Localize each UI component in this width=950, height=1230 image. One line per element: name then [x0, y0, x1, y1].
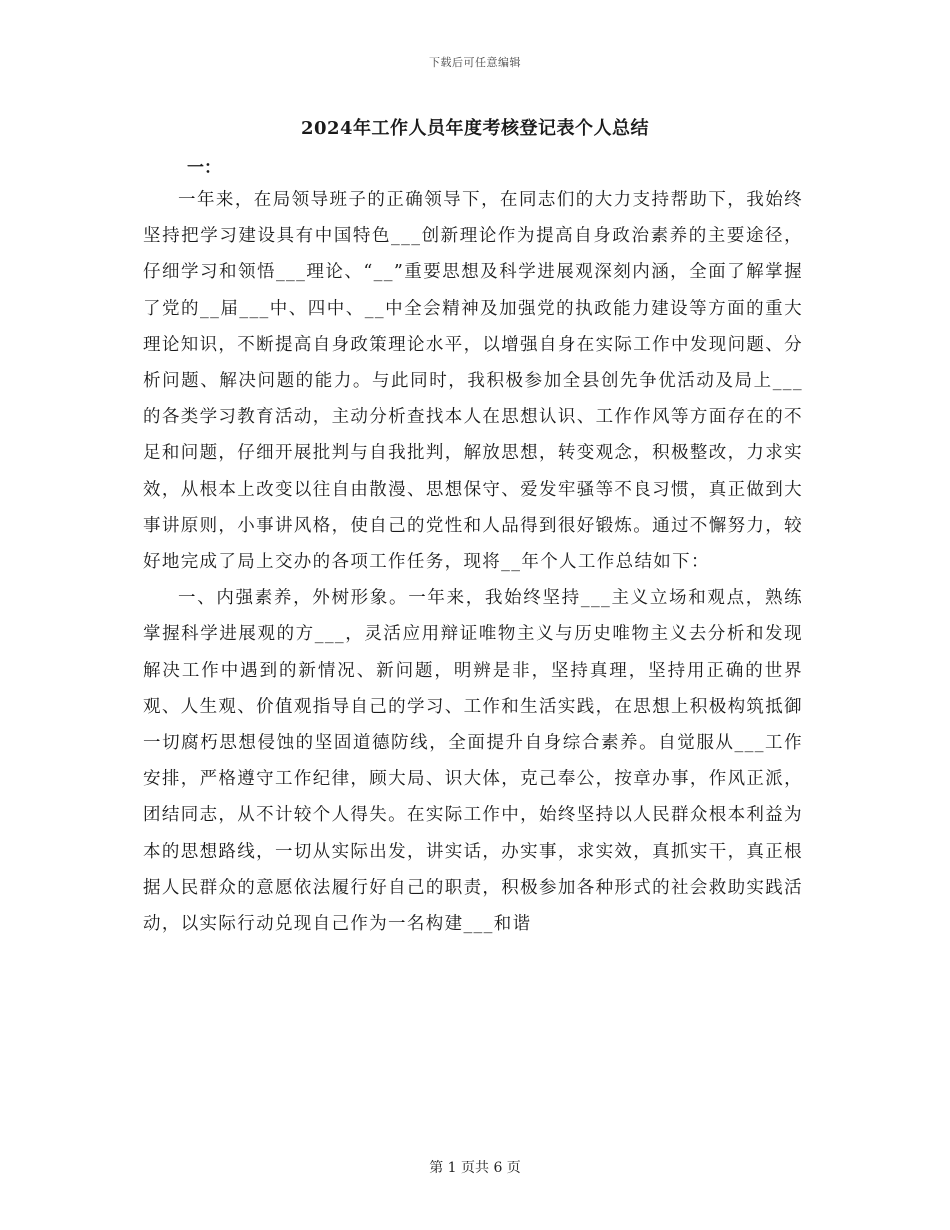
paragraph-section-one: 一、内强素养，外树形象。一年来，我始终坚持___主义立场和观点，熟练掌握科学进展观的方___，灵活应用辩证唯物主义与历史唯物主义去分析和发现解决工作中遇到的新情况、新问题，明辨是非，坚持真理，坚持用正确的世界观、人生观、价值观指导自己的学习、工作和生活实践，在思想上积极构筑抵御一切腐朽思想侵蚀的坚固道德防线，全面提升自身综合素养。自觉服从___工作安排，严格遵守工作纪律，顾大局、识大体，克己奉公，按章办事，作风正派，团结同志，从不计较个人得失。在实际工作中，始终坚持以人民群众根本利益为本的思想路线，一切从实际出发，讲实话，办实事，求实效，真抓实干，真正根据人民群众的意愿依法履行好自己的职责，积极参加各种形式的社会救助实践活动，以实际行动兑现自己作为一名构建___和谐: [143, 588, 803, 935]
document-body: [143, 182, 803, 942]
page-number: 第 1 页共 6 页: [429, 1160, 521, 1176]
document-title: 2024年工作人员年度考核登记表个人总结: [300, 118, 650, 139]
header-note: 下载后可任意编辑: [429, 56, 521, 69]
paragraph-intro: 一年来，在局领导班子的正确领导下，在同志们的大力支持帮助下，我始终坚持把学习建设具有中国特色___创新理论作为提高自身政治素养的主要途径，仔细学习和领悟___理论、“__”重要思想及科学进展观深刻内涵，全面了解掌握了党的__届___中、四中、__中全会精神及加强党的执政能力建设等方面的重大理论知识，不断提高自身政策理论水平，以增强自身在实际工作中发现问题、分析问题、解决问题的能力。与此同时，我积极参加全县创先争优活动及局上___的各类学习教育活动，主动分析查找本人在思想认识、工作作风等方面存在的不足和问题，仔细开展批判与自我批判，解放思想，转变观念，积极整改，力求实效，从根本上改变以往自由散漫、思想保守、爱发牢骚等不良习惯，真正做到大事讲原则，小事讲风格，使自己的党性和人品得到很好锻炼。通过不懈努力，较好地完成了局上交办的各项工作任务，现将__年个人工作总结如下：: [143, 190, 803, 573]
section-label: 一：: [187, 158, 221, 178]
